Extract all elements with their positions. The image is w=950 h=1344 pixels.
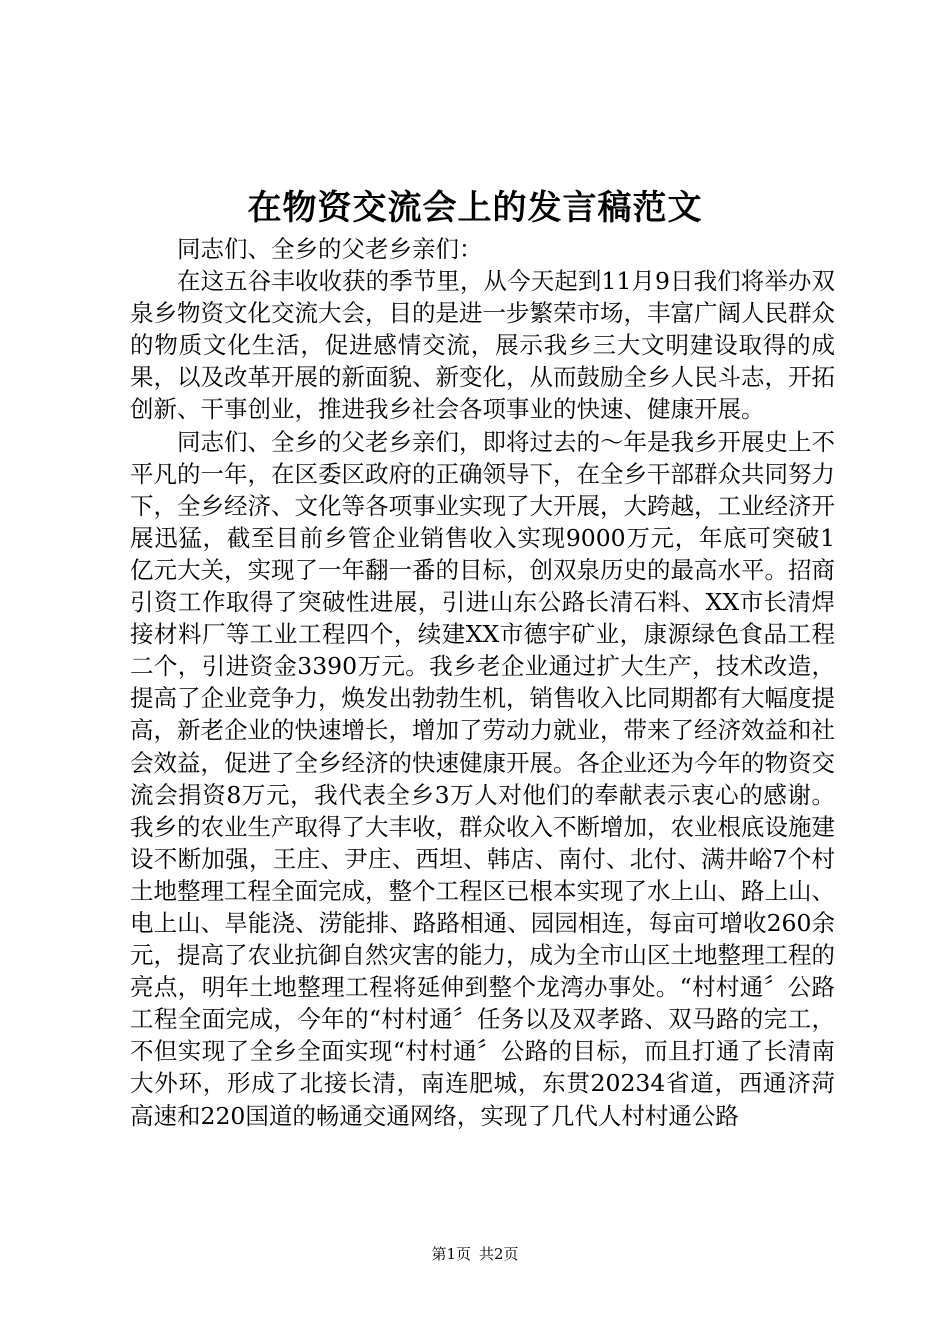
body-paragraph: 同志们、全乡的父老乡亲们，即将过去的～年是我乡开展史上不平凡的一年，在区委区政府的正确领导下，在全乡干部群众共同努力下，全乡经济、文化等各项事业实现了大开展，大跨越，工业经济开展迅猛，截至目前乡管企业销售收入实现9000万元，年底可突破1亿元大关，实现了一年翻一番的目标，创双泉历史的最高水平。招商引资工作取得了突破性进展，引进山东公路长清石料、XX市长清焊接材料厂等工业工程四个，续建XX市德宇矿业，康源绿色食品工程二个，引进资金3390万元。我乡老企业通过扩大生产，技术改造，提高了企业竞争力，焕发出勃勃生机，销售收入比同期都有大幅度提高，新老企业的快速增长，增加了劳动力就业，带来了经济效益和社会效益，促进了全乡经济的快速健康开展。各企业还为今年的物资交流会捐资8万元，我代表全乡3万人对他们的奉献表示衷心的感谢。我乡的农业生产取得了大丰收，群众收入不断增加，农业根底设施建设不断加强，王庄、尹庄、西坦、韩店、南付、北付、满井峪7个村土地整理工程全面完成，整个工程区已根本实现了水上山、路上山、电上山、旱能浇、涝能排、路路相通、园园相连，每亩可增收260余元，提高了农业抗御自然灾害的能力，成为全市山区土地整理工程的亮点，明年土地整理工程将延伸到整个龙湾办事处。“村村通〞公路工程全面完成，今年的“村村通〞任务以及双孝路、双马路的完工，不但实现了全乡全面实现“村村通〞公路的目标，而且打通了长清南大外环，形成了北接长清，南连肥城，东贯20234省道，西通济菏高速和220国道的畅通交通网络，实现了几代人村村通公路	[130, 427, 835, 1130]
document-title: 在物资交流会上的发言稿范文	[247, 188, 703, 228]
page-total: 共2页	[479, 1245, 519, 1263]
greeting-paragraph: 同志们、全乡的父老乡亲们：	[177, 235, 483, 263]
page-number: 第1页	[431, 1245, 471, 1263]
body-paragraph: 在这五谷丰收收获的季节里，从今天起到11月9日我们将举办双泉乡物资文化交流大会，目的是进一步繁荣市场，丰富广阔人民群众的物质文化生活，促进感情交流，展示我乡三大文明建设取得的成果，以及改革开展的新面貌、新变化，从而鼓励全乡人民斗志，开拓创新、干事创业，推进我乡社会各项事业的快速、健康开展。	[130, 267, 835, 424]
page-footer	[0, 1242, 950, 1266]
document-body	[130, 233, 835, 1132]
